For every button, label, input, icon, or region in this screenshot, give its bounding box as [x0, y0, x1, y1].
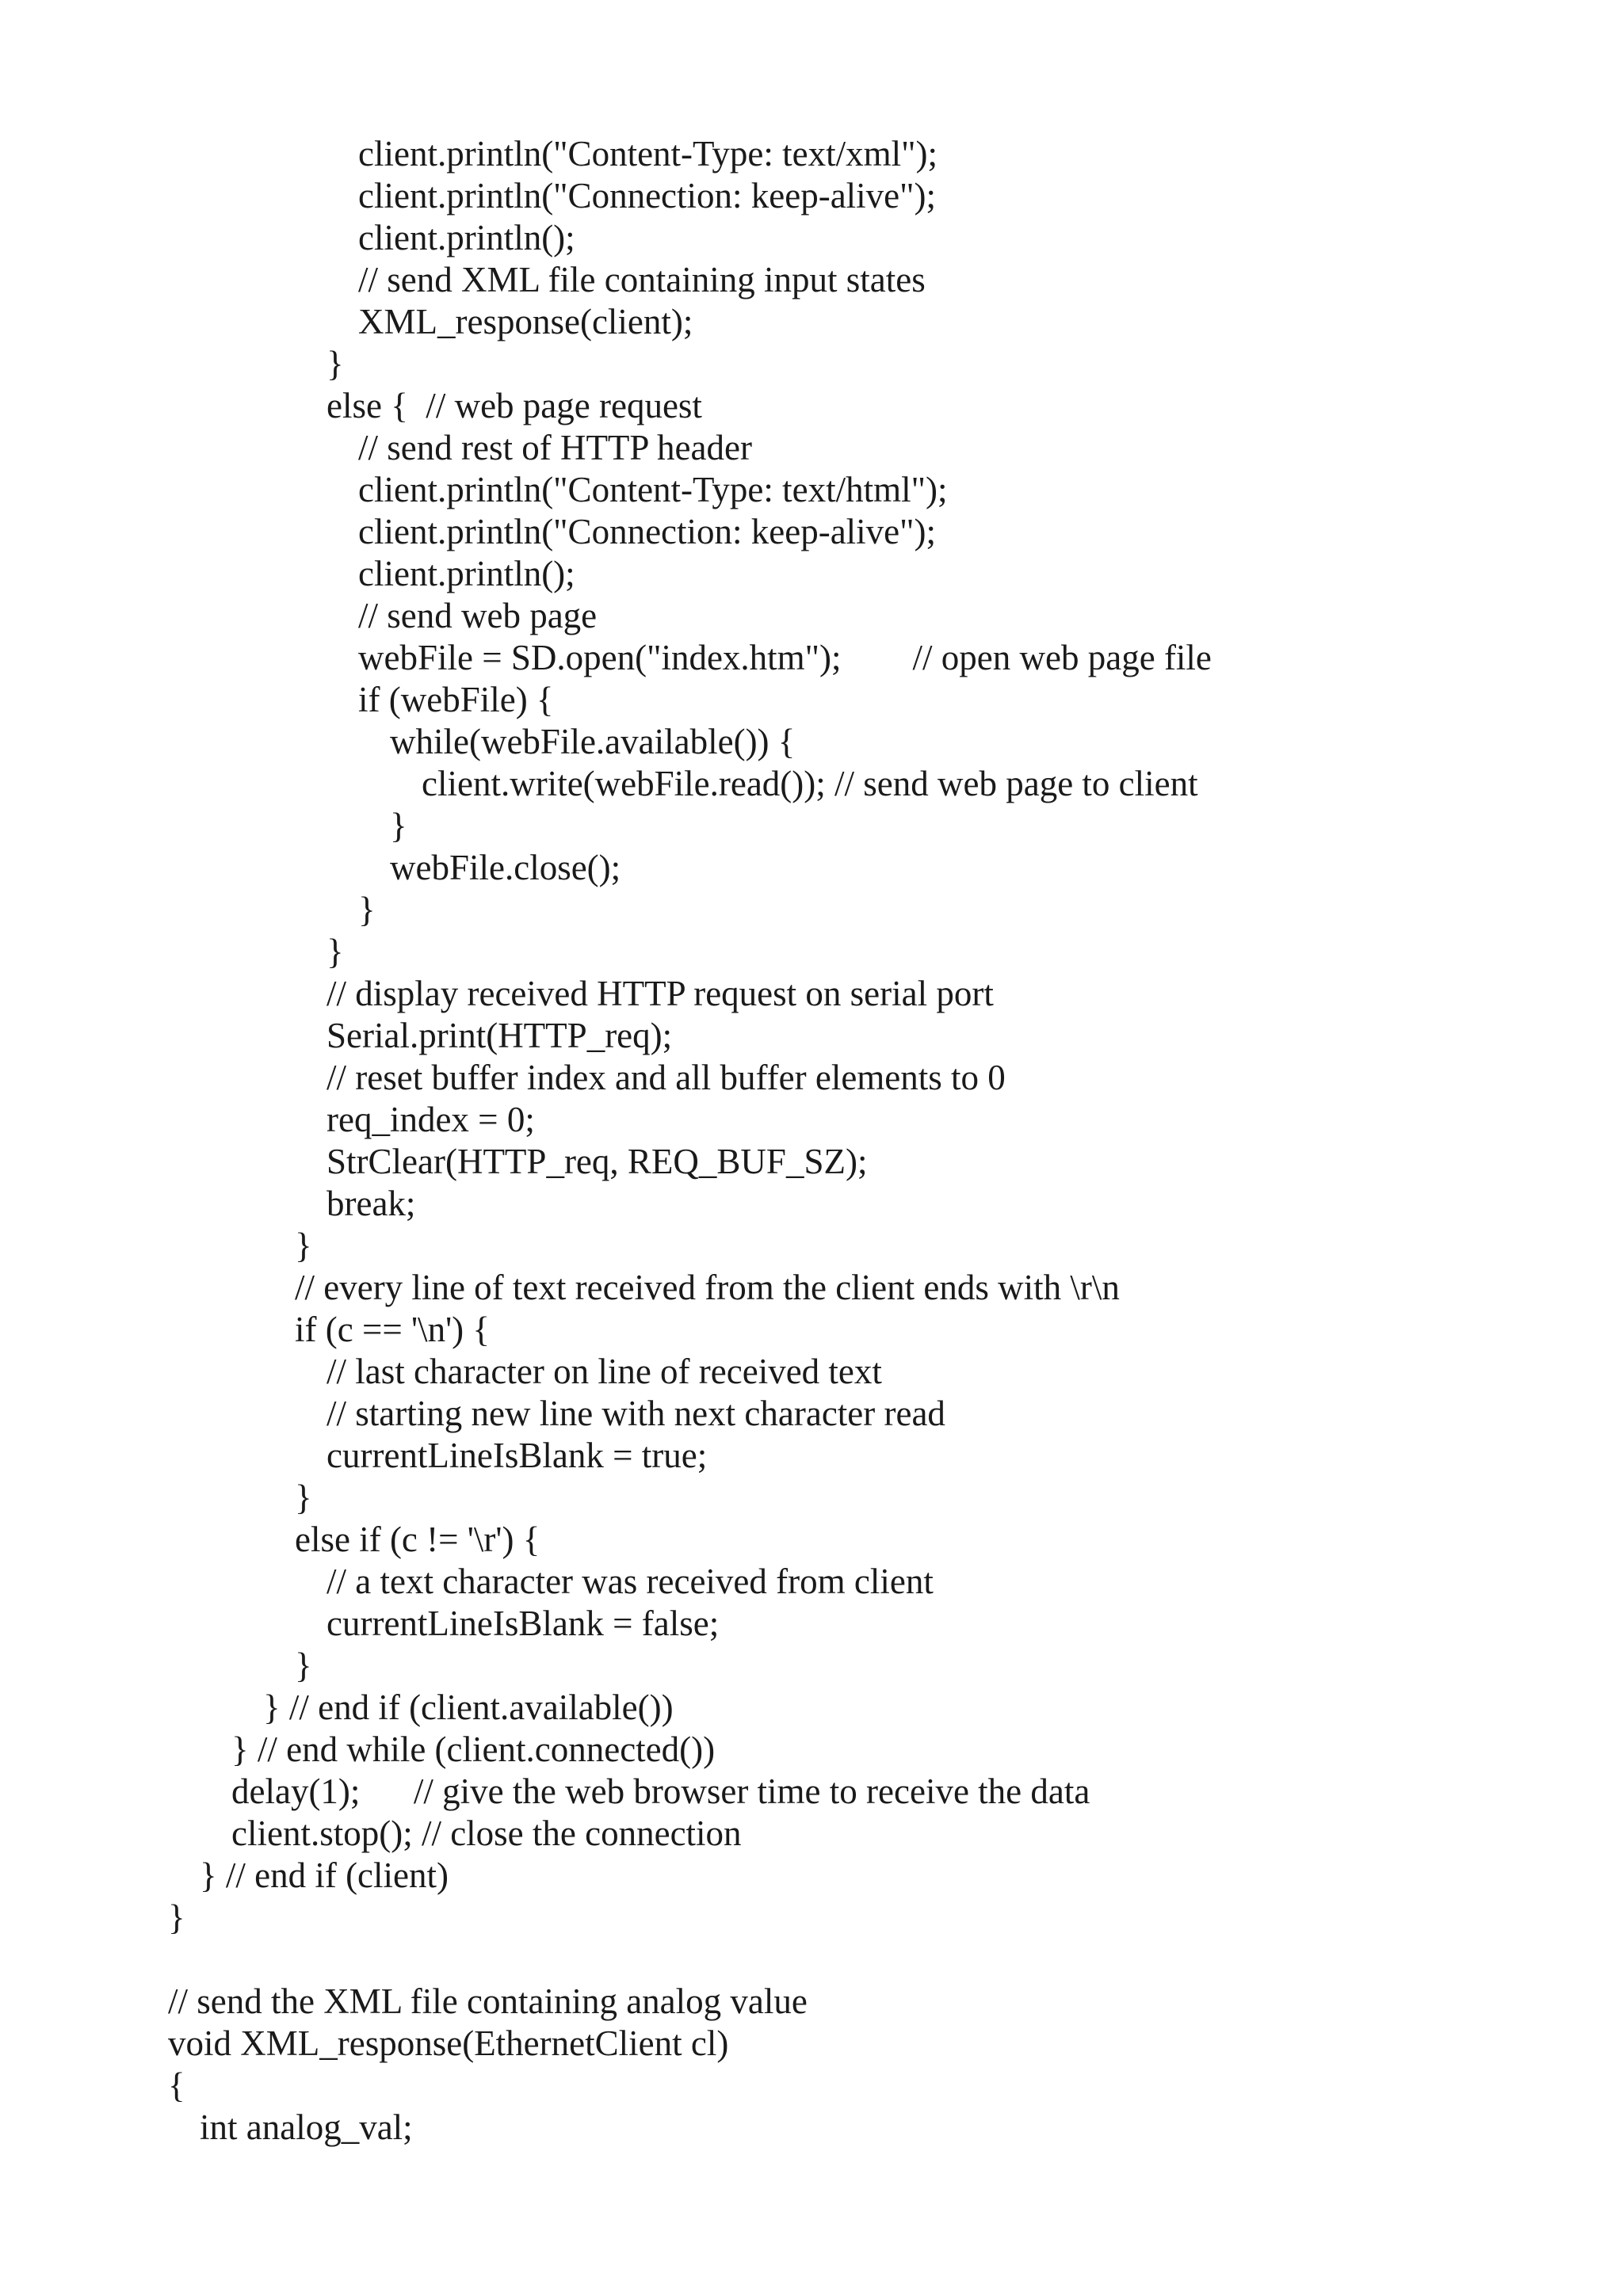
code-line: // send the XML file containing analog value: [168, 1981, 808, 2021]
code-line: break;: [327, 1184, 416, 1223]
code-line: void XML_response(EthernetClient cl): [168, 2023, 729, 2063]
code-line: StrClear(HTTP_req, REQ_BUF_SZ);: [327, 1142, 868, 1181]
code-line: else { // web page request: [327, 386, 702, 425]
code-line: client.println("Content-Type: text/html");: [358, 470, 948, 509]
code-line: client.println("Connection: keep-alive");: [358, 512, 937, 551]
code-line: // every line of text received from the client ends with \r\n: [295, 1268, 1120, 1307]
code-line: delay(1); // give the web browser time to receive the data: [231, 1772, 1090, 1811]
code-line: // send XML file containing input states: [358, 260, 926, 299]
code-line: XML_response(client);: [358, 302, 693, 341]
code-line: }: [390, 806, 407, 845]
code-line: int analog_val;: [200, 2107, 413, 2147]
code-line: client.write(webFile.read()); // send web page to client: [422, 764, 1198, 803]
code-line: client.println();: [358, 554, 575, 593]
code-line: }: [168, 1897, 185, 1937]
code-line: client.println();: [358, 218, 575, 257]
code-line: // send rest of HTTP header: [358, 428, 752, 467]
code-line: Serial.print(HTTP_req);: [327, 1016, 673, 1055]
code-line: req_index = 0;: [327, 1100, 535, 1139]
code-line: client.stop(); // close the connection: [231, 1814, 742, 1853]
code-line: if (webFile) {: [358, 680, 554, 719]
code-line: }: [295, 1226, 312, 1265]
code-line: // a text character was received from client: [327, 1562, 934, 1601]
code-line: client.println("Content-Type: text/xml");: [358, 134, 938, 174]
code-line: // display received HTTP request on serial port: [327, 974, 994, 1013]
code-line: // last character on line of received text: [327, 1352, 882, 1391]
code-line: {: [168, 2065, 185, 2105]
code-line: } // end if (client.available()): [263, 1688, 674, 1727]
code-line: if (c == '\n') {: [295, 1310, 491, 1349]
code-line: }: [358, 890, 376, 929]
code-line: // starting new line with next character read: [327, 1394, 945, 1433]
code-line: }: [295, 1646, 312, 1685]
code-line: // send web page: [358, 596, 598, 635]
code-line: while(webFile.available()) {: [390, 722, 796, 761]
code-line: webFile.close();: [390, 848, 621, 887]
code-line: }: [327, 932, 344, 971]
code-line: } // end while (client.connected()): [231, 1730, 716, 1769]
code-line: }: [327, 344, 344, 383]
code-line: }: [295, 1478, 312, 1517]
code-line: currentLineIsBlank = true;: [327, 1436, 708, 1475]
code-line: } // end if (client): [200, 1855, 449, 1895]
code-line: webFile = SD.open("index.htm"); // open web page file: [358, 638, 1212, 677]
code-line: // reset buffer index and all buffer elements to 0: [327, 1058, 1006, 1097]
code-line: client.println("Connection: keep-alive");: [358, 176, 937, 215]
code-line: currentLineIsBlank = false;: [327, 1604, 720, 1643]
code-line: else if (c != '\r') {: [295, 1520, 540, 1559]
